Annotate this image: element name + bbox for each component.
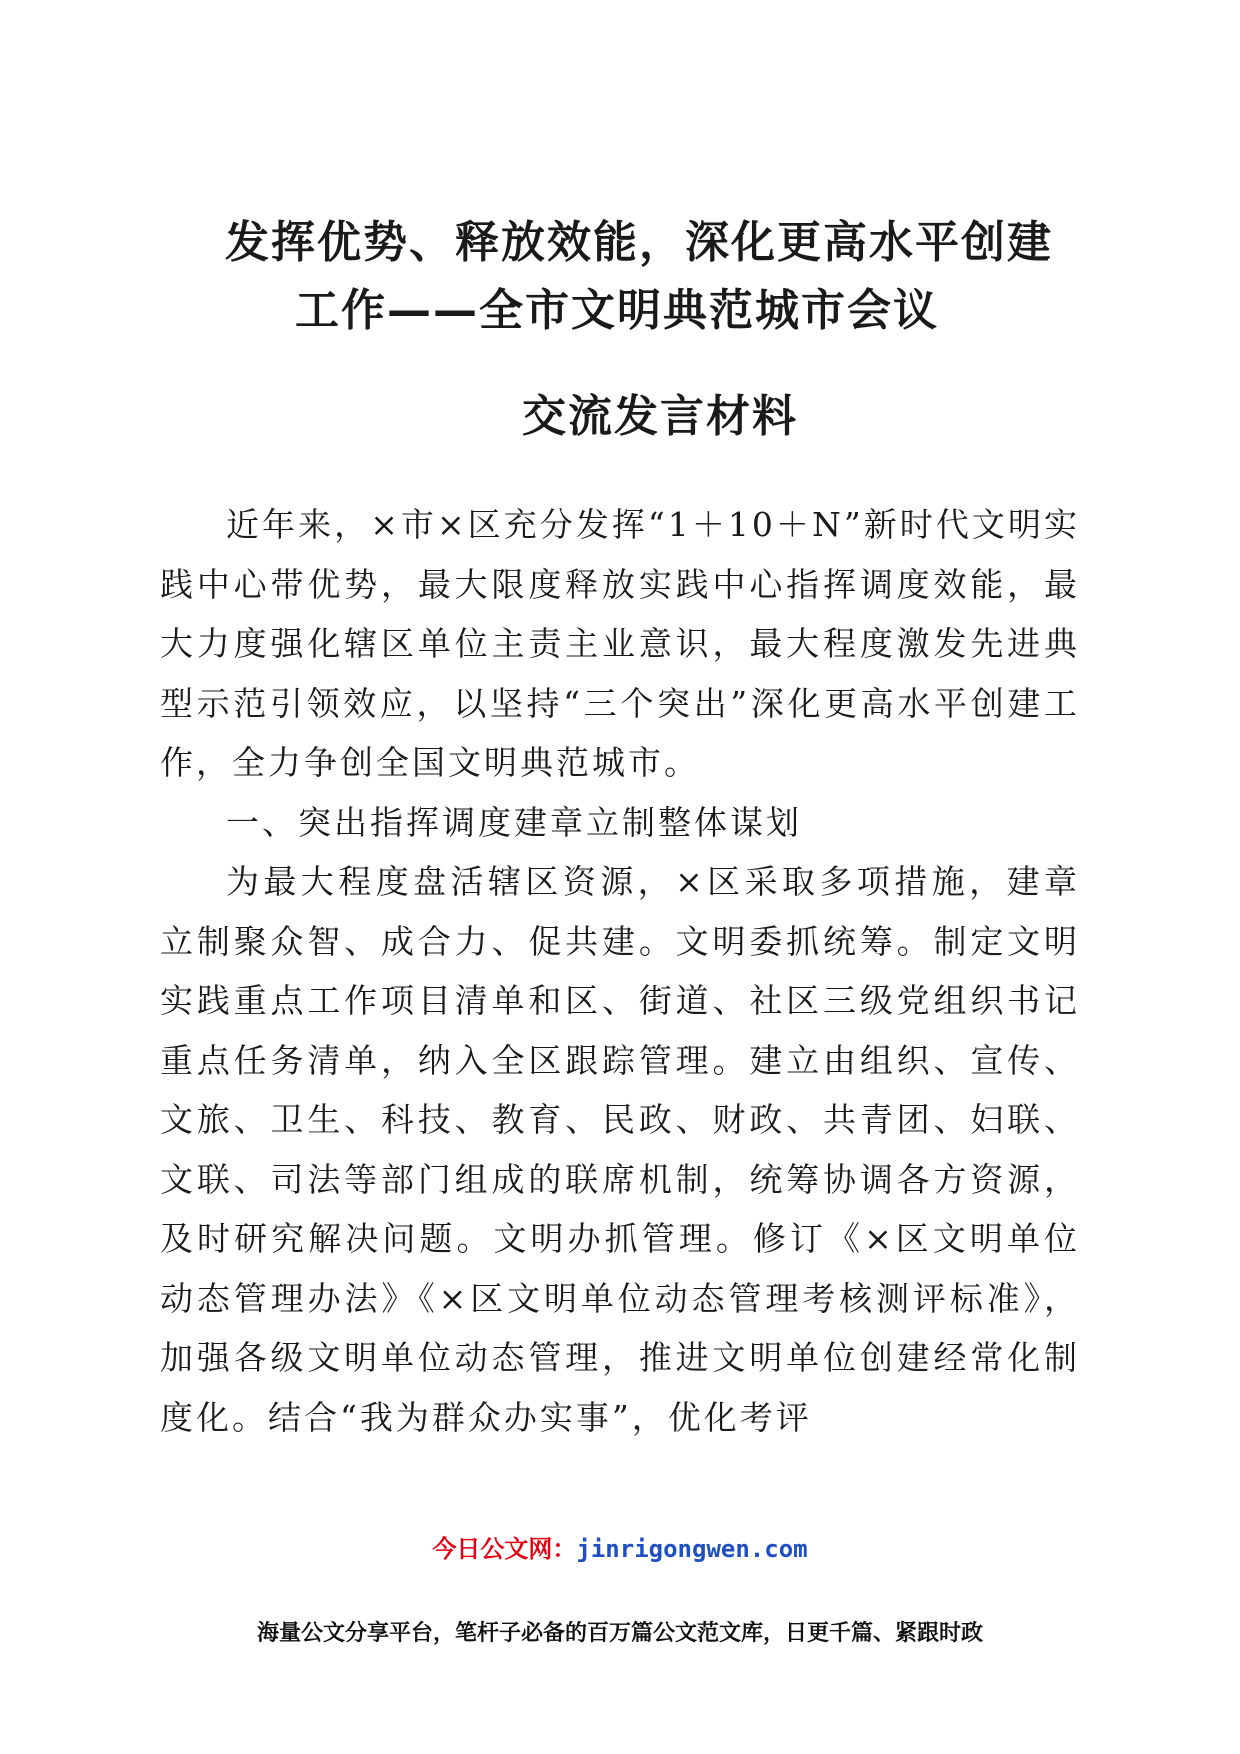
footer-site-name: 今日公文网： [432,1535,577,1563]
footer-site-line [0,1529,1240,1564]
footer-site-link[interactable]: jinrigongwen.com [576,1535,808,1563]
document-body [160,495,1080,1447]
paragraph-intro: 近年来，×市×区充分发挥“1＋10＋N”新时代文明实践中心带优势，最大限度释放实践中心指挥调度效能，最大力度强化辖区单位主责主业意识，最大程度激发先进典型示范引领效应，以坚持“三个突出”深化更高水平创建工作，全力争创全国文明典范城市。 [160,505,1080,782]
document-title-line-1: 发挥优势、释放效能，深化更高水平创建 [225,217,1053,268]
section-heading-1: 一、突出指挥调度建章立制整体谋划 [226,802,802,842]
document-title-line-3: 交流发言材料 [522,391,798,442]
document-title-line-2: 工作——全市文明典范城市会议 [295,285,939,336]
footer-slogan: 海量公文分享平台，笔杆子必备的百万篇公文范文库，日更千篇、紧跟时政 [256,1621,983,1646]
paragraph-section-1: 为最大程度盘活辖区资源，×区采取多项措施，建章立制聚众智、成合力、促共建。文明委抓统筹。制定文明实践重点工作项目清单和区、街道、社区三级党组织书记重点任务清单，纳入全区跟踪管理。建立由组织、宣传、文旅、卫生、科技、教育、民政、财政、共青团、妇联、文联、司法等部门组成的联席机制，统筹协调各方资源，及时研究解决问题。文明办抓管理。修订《×区文明单位动态管理办法》《×区文明单位动态管理考核测评标准》，加强各级文明单位动态管理，推进文明单位创建经常化制度化。结合“我为群众办实事”，优化考评 [160,862,1080,1437]
